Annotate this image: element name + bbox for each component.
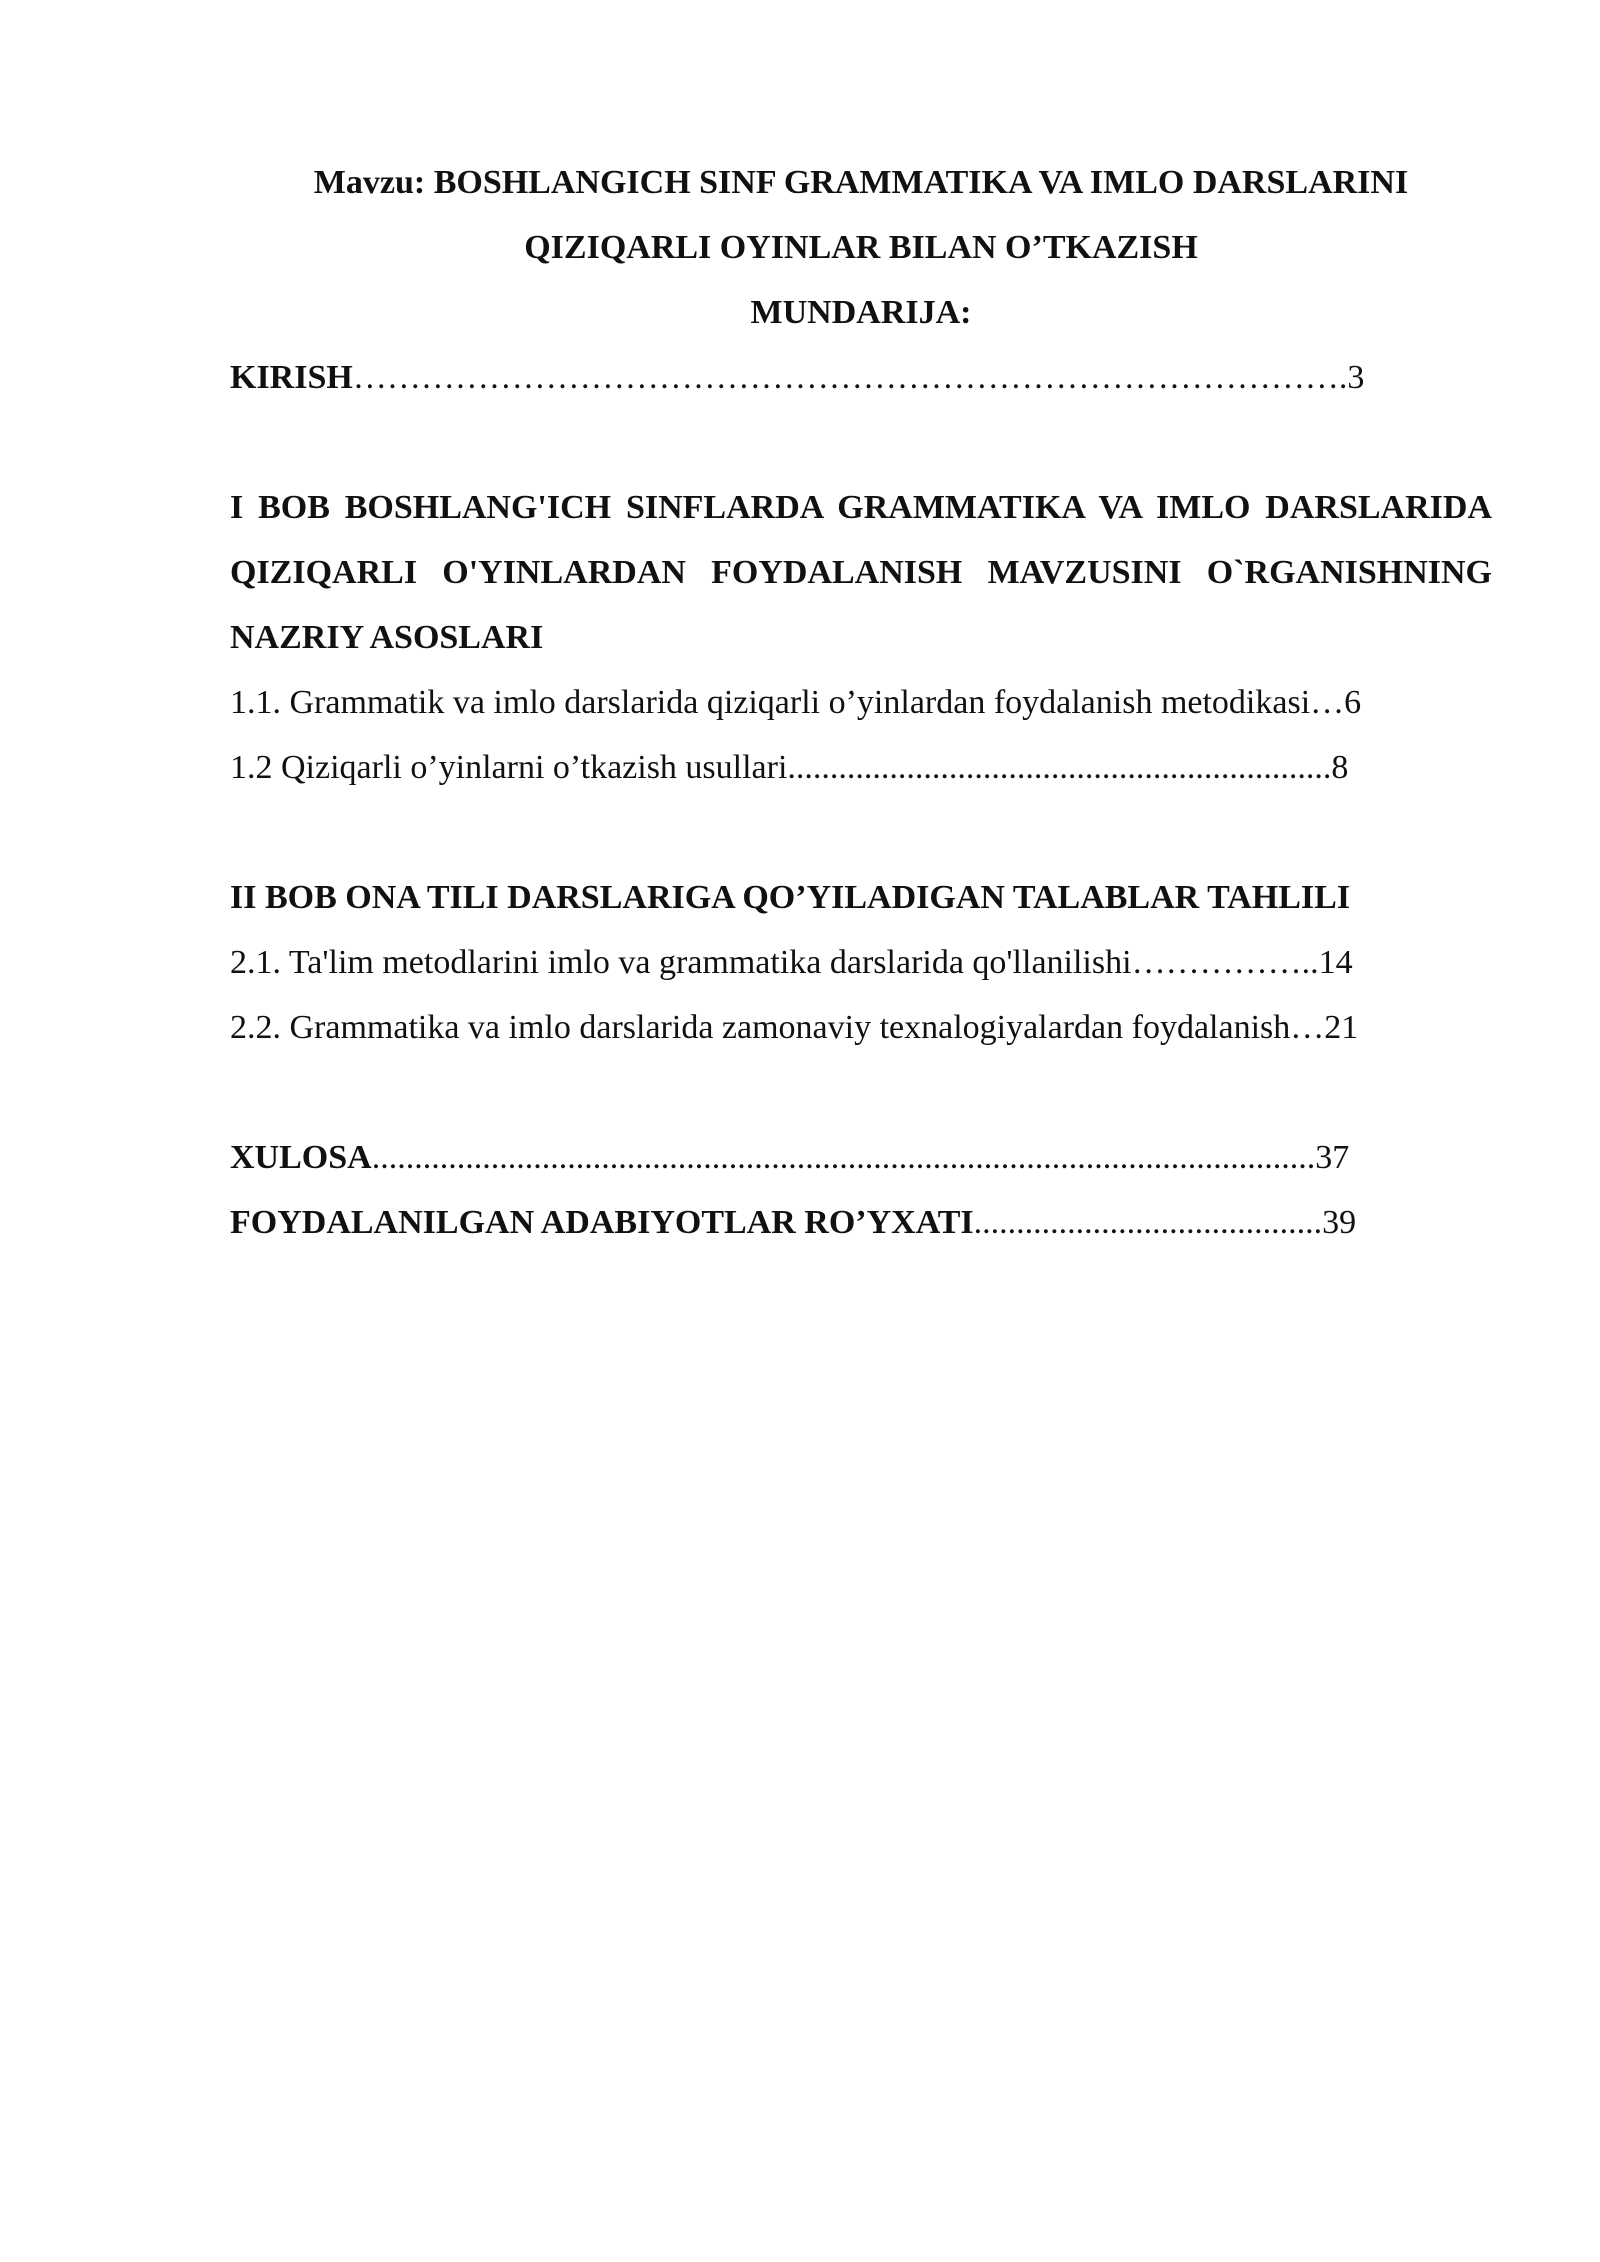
toc-entry-label: 1.1. Grammatik va imlo darslarida qiziqarli o’yinlardan foydalanish metodikasi — [230, 684, 1311, 721]
toc-leader: … — [1310, 684, 1345, 721]
toc-entry-1-2 — [230, 735, 1492, 800]
toc-entry-label: 1.2 Qiziqarli o’yinlarni o’tkazish usullari — [230, 749, 788, 786]
toc-entry-2-1 — [230, 930, 1492, 995]
toc-entry-label: 2.2. Grammatika va imlo darslarida zamonaviy texnalogiyalardan foydalanish — [230, 1009, 1291, 1046]
chapter-2-heading: II BOB ONA TILI DARSLARIGA QO’YILADIGAN TALABLAR TAHLILI — [230, 879, 1351, 916]
toc-page-number: 21 — [1324, 1009, 1359, 1046]
toc-page-number: 8 — [1331, 749, 1349, 786]
toc-leader: ................................................................ — [787, 749, 1332, 786]
toc-entry-conclusion — [230, 1125, 1492, 1190]
toc-page-number: 39 — [1322, 1204, 1357, 1241]
toc-entry-intro — [230, 345, 1492, 410]
document-title-line-1: Mavzu: BOSHLANGICH SINF GRAMMATIKA VA IMLO DARSLARINI — [313, 164, 1409, 201]
toc-entry-label: KIRISH — [230, 359, 353, 396]
contents-heading: MUNDARIJA: — [750, 294, 972, 331]
toc-entry-2-2 — [230, 995, 1492, 1060]
toc-leader: …………….. — [1131, 944, 1319, 981]
spacer — [230, 410, 1492, 475]
toc-entry-label: 2.1. Ta'lim metodlarini imlo va grammatika darslarida qo'llanilishi — [230, 944, 1132, 981]
toc-page-number: 6 — [1344, 684, 1362, 721]
chapter-1-heading: I BOB BOSHLANG'ICH SINFLARDA GRAMMATIKA VA IMLO DARSLARIDA QIZIQARLI O'YINLARDAN FOYDALANISH MAVZUSINI O`RGANISHNING NAZRIY ASOSLARI — [230, 489, 1492, 656]
document-content — [230, 150, 1492, 1255]
toc-leader: ……………………………………………………………………………. — [352, 359, 1348, 396]
spacer — [230, 1060, 1492, 1125]
toc-leader: ............................................................................................................... — [371, 1139, 1316, 1176]
toc-leader: ......................................... — [973, 1204, 1323, 1241]
toc-leader: … — [1290, 1009, 1325, 1046]
spacer — [230, 800, 1492, 865]
toc-entry-label: XULOSA — [230, 1139, 372, 1176]
toc-page-number: 3 — [1347, 359, 1365, 396]
document-title-line-2: QIZIQARLI OYINLAR BILAN O’TKAZISH — [524, 229, 1198, 266]
toc-entry-references — [230, 1190, 1492, 1255]
toc-page-number: 14 — [1318, 944, 1353, 981]
toc-page-number: 37 — [1315, 1139, 1350, 1176]
toc-entry-1-1 — [230, 670, 1492, 735]
toc-entry-label: FOYDALANILGAN ADABIYOTLAR RO’YXATI — [230, 1204, 974, 1241]
